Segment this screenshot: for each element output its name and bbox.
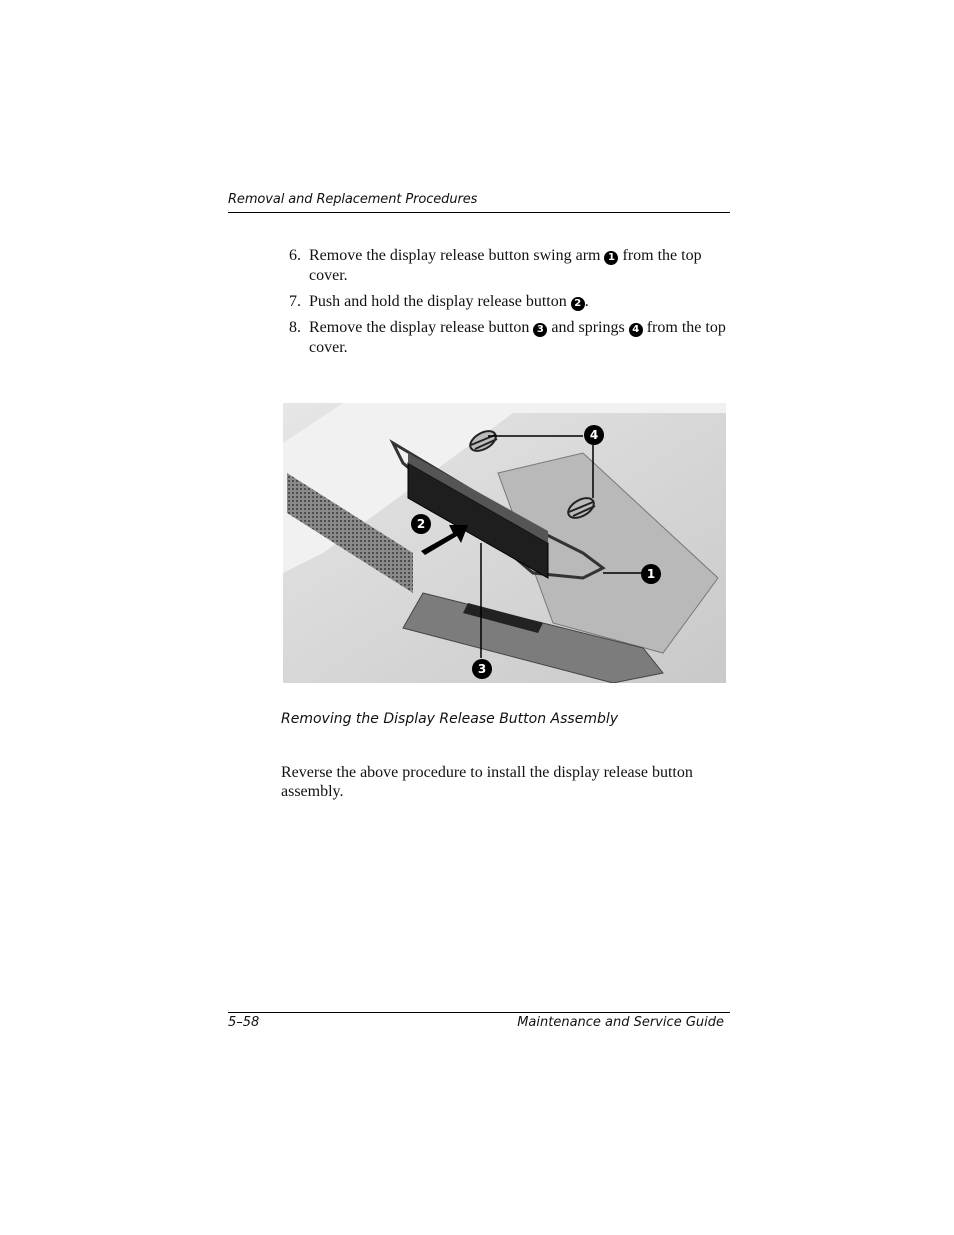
step-list: [289, 246, 734, 364]
callout-2-icon: 2: [571, 297, 585, 311]
step-text: Push and hold the display release button: [309, 293, 567, 310]
footer-title: Maintenance and Service Guide: [517, 1015, 724, 1030]
page-footer: [228, 1012, 730, 1035]
step-text: .: [584, 293, 589, 310]
step-text: Remove the display release button swing arm: [309, 247, 601, 264]
callout-4-icon: 4: [629, 323, 643, 337]
step-item: [289, 246, 734, 286]
callout-label: 2: [416, 517, 426, 531]
release-button-figure: [283, 403, 726, 683]
step-number: 7.: [289, 293, 301, 310]
step-number: 8.: [289, 319, 301, 336]
callout-1-icon: 1: [604, 251, 618, 265]
figure-caption: Removing the Display Release Button Assembly: [281, 711, 619, 727]
body-paragraph: Reverse the above procedure to install the display release button assembly.: [281, 764, 693, 800]
callout-label: 3: [477, 662, 487, 676]
header-title: Removal and Replacement Procedures: [228, 192, 478, 207]
page-header: [228, 191, 730, 213]
callout-label: 4: [589, 428, 599, 442]
step-item: [289, 318, 734, 358]
step-item: [289, 292, 734, 312]
callout-label: 1: [646, 567, 656, 581]
step-number: 6.: [289, 247, 301, 264]
page-number: 5–58: [228, 1015, 260, 1030]
callout-3-icon: 3: [533, 323, 547, 337]
step-text: from the top cover.: [309, 319, 726, 356]
step-text: Remove the display release button: [309, 319, 530, 336]
step-text: and springs: [551, 319, 625, 336]
step-text: from the top cover.: [309, 247, 702, 284]
